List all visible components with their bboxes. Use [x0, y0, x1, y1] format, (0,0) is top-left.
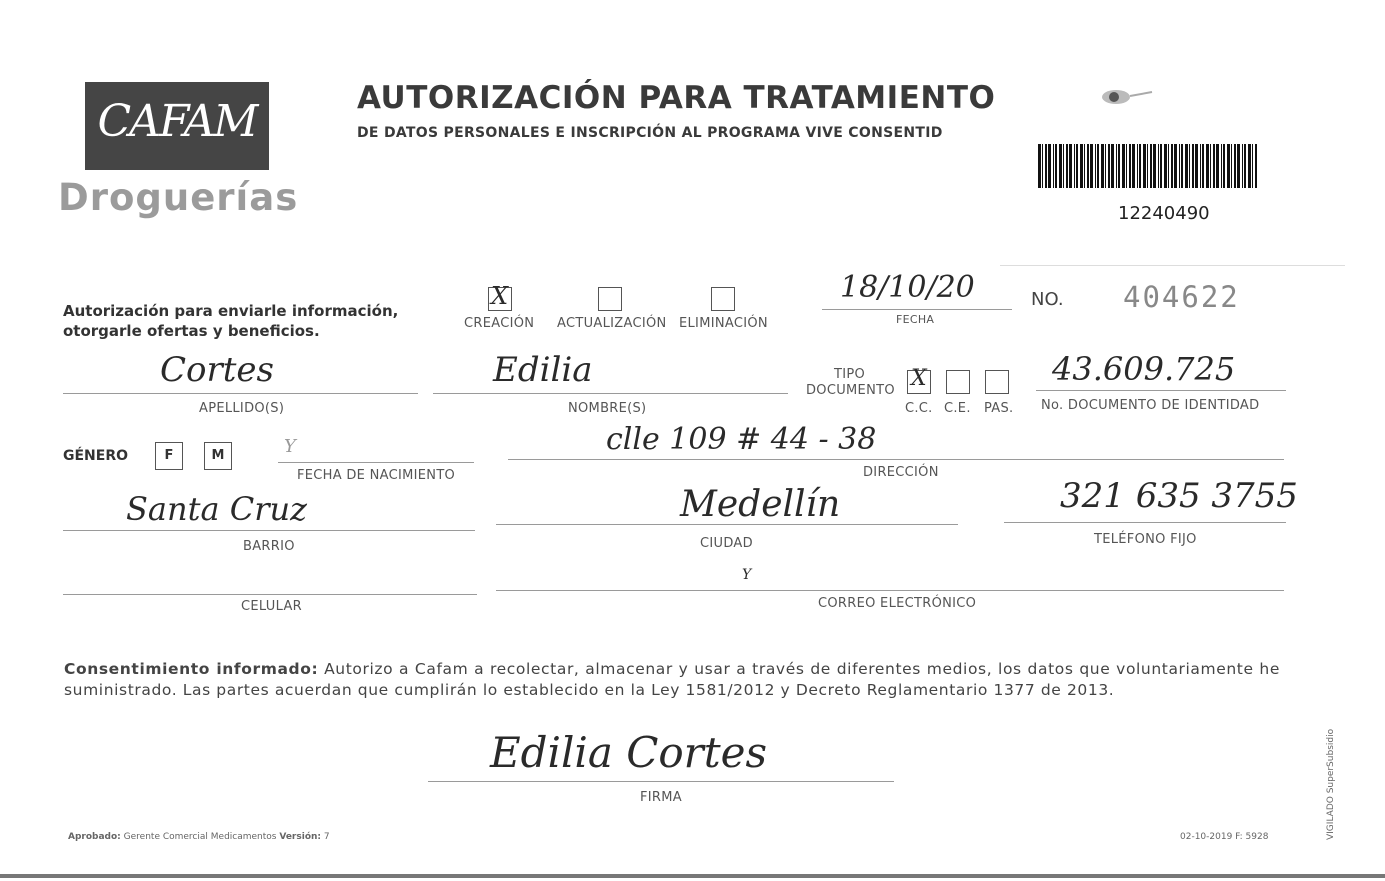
apellido-line [63, 393, 418, 394]
barcode-bar [1122, 144, 1125, 188]
doc-number-line [1036, 390, 1286, 391]
vigilado-text: VIGILADO SuperSubsidio [1326, 728, 1336, 840]
option-label-eliminacion: ELIMINACIÓN [679, 316, 768, 331]
barcode-bar [1126, 144, 1127, 188]
barcode-bar [1200, 144, 1201, 188]
genero-m-box[interactable]: M [204, 442, 232, 470]
barcode [1038, 144, 1260, 188]
consent-heading: Consentimiento informado: [64, 660, 319, 678]
checkbox-mark: X [911, 366, 927, 391]
form-subtitle: DE DATOS PERSONALES E INSCRIPCIÓN AL PROGRAMA VIVE CONSENTID [357, 125, 943, 141]
barcode-bar [1118, 144, 1120, 188]
tipo-label-1: TIPO [834, 367, 866, 382]
fecha-nac-mark: Y [284, 436, 296, 457]
fecha-line [822, 309, 1012, 310]
doc-number-label: No. DOCUMENTO DE IDENTIDAD [1041, 398, 1260, 413]
form-number: 404622 [1123, 280, 1240, 314]
barcode-bar [1076, 144, 1078, 188]
barcode-bar [1111, 144, 1114, 188]
fecha-nac-label: FECHA DE NACIMIENTO [297, 468, 456, 483]
barcode-bar [1252, 144, 1253, 188]
telefono-value[interactable]: 321 635 3755 [1060, 476, 1298, 516]
nombre-line [433, 393, 788, 394]
auth-heading-1: Autorización para enviarle información, [63, 302, 399, 320]
checkbox-eliminacion[interactable] [711, 287, 735, 311]
barcode-bar [1255, 144, 1257, 188]
doc-type-cc: C.C. [905, 401, 933, 416]
direccion-value[interactable]: clle 109 # 44 - 38 [606, 422, 877, 457]
barcode-bar [1101, 144, 1104, 188]
barcode-bar [1179, 144, 1180, 188]
telefono-line [1004, 522, 1286, 523]
checkbox-actualizacion[interactable] [598, 287, 622, 311]
genero-f-box[interactable]: F [155, 442, 183, 470]
divider [1000, 265, 1345, 266]
nombre-label: NOMBRE(S) [568, 401, 647, 416]
form-title: AUTORIZACIÓN PARA TRATAMIENTO [357, 80, 996, 116]
barcode-bar [1195, 144, 1198, 188]
barcode-bar [1244, 144, 1246, 188]
barcode-bar [1042, 144, 1043, 188]
consent-text: Autorizo a Cafam a recolectar, almacenar y usar a través de diferentes medios, los datos que voluntariamente he suministrado. Las partes acuerdan que cumplirán lo establecido en la Ley 1581/2012 y Decreto Reglamentario 1377 de 2013. [64, 660, 1280, 699]
option-label-actualizacion: ACTUALIZACIÓN [557, 316, 667, 331]
barcode-bar [1108, 144, 1110, 188]
barcode-bar [1105, 144, 1106, 188]
direccion-line [508, 459, 1284, 460]
barcode-bar [1048, 144, 1051, 188]
barcode-bar [1139, 144, 1141, 188]
barcode-bar [1066, 144, 1068, 188]
barcode-bar [1069, 144, 1072, 188]
checkbox-creacion[interactable] [488, 282, 512, 311]
signature-label: FIRMA [640, 790, 682, 805]
barcode-bar [1210, 144, 1211, 188]
barrio-value[interactable]: Santa Cruz [126, 490, 307, 528]
celular-label: CELULAR [241, 599, 302, 614]
footer-approved [68, 832, 330, 842]
brand-subtitle: Droguerías [58, 176, 299, 219]
signature-value[interactable]: Edilia Cortes [490, 728, 768, 777]
barcode-bar [1137, 144, 1138, 188]
barcode-bar [1097, 144, 1099, 188]
barcode-bar [1055, 144, 1057, 188]
barcode-bar [1234, 144, 1236, 188]
logo-text: CAFAM [97, 96, 257, 147]
eye-logo-icon [1094, 86, 1154, 108]
barcode-bar [1150, 144, 1152, 188]
telefono-label: TELÉFONO FIJO [1094, 532, 1197, 547]
version-label: Versión: [279, 832, 322, 842]
barcode-bar [1059, 144, 1062, 188]
doc-type-ce: C.E. [944, 401, 971, 416]
barcode-bar [1063, 144, 1064, 188]
direccion-label: DIRECCIÓN [863, 465, 939, 480]
barcode-bar [1185, 144, 1188, 188]
barcode-bar [1147, 144, 1148, 188]
barcode-bar [1160, 144, 1162, 188]
barcode-bar [1074, 144, 1075, 188]
apellido-label: APELLIDO(S) [199, 401, 285, 416]
correo-mark: Y [742, 567, 752, 583]
barcode-bar [1080, 144, 1083, 188]
barcode-number: 12240490 [1118, 203, 1210, 224]
barrio-line [63, 530, 475, 531]
aprobado-value: Gerente Comercial Medicamentos [123, 832, 277, 842]
version-value: 7 [323, 832, 330, 842]
checkbox-mark: X [491, 282, 509, 310]
barcode-bar [1132, 144, 1135, 188]
cafam-logo [85, 82, 269, 170]
barcode-bar [1192, 144, 1194, 188]
celular-line[interactable] [63, 594, 477, 595]
barcode-bar [1227, 144, 1230, 188]
barcode-bar [1202, 144, 1204, 188]
fecha-value[interactable]: 18/10/20 [840, 270, 975, 305]
nombre-value[interactable]: Edilia [493, 350, 593, 390]
barcode-bar [1045, 144, 1047, 188]
barcode-bar [1213, 144, 1215, 188]
checkbox-ce[interactable] [946, 370, 970, 394]
barcode-bar [1158, 144, 1159, 188]
barcode-bar [1168, 144, 1169, 188]
signature-line [428, 781, 894, 782]
barcode-bar [1153, 144, 1156, 188]
barcode-bar [1221, 144, 1222, 188]
ciudad-value[interactable]: Medellín [680, 484, 841, 525]
page-edge [0, 874, 1385, 878]
barcode-bar [1038, 144, 1041, 188]
barcode-bar [1171, 144, 1173, 188]
barcode-bar [1143, 144, 1146, 188]
barcode-bar [1223, 144, 1225, 188]
aprobado-label: Aprobado: [68, 832, 121, 842]
barcode-bar [1248, 144, 1251, 188]
barcode-bar [1053, 144, 1054, 188]
barcode-bar [1206, 144, 1209, 188]
tipo-label-2: DOCUMENTO [806, 383, 895, 398]
checkbox-cc[interactable] [907, 366, 931, 394]
barcode-bar [1084, 144, 1085, 188]
checkbox-pas[interactable] [985, 370, 1009, 394]
barcode-bar [1216, 144, 1219, 188]
barcode-bar [1164, 144, 1167, 188]
consent-paragraph [64, 659, 1280, 701]
ciudad-line [496, 524, 958, 525]
fecha-nac-line [278, 462, 474, 463]
correo-line[interactable] [496, 590, 1284, 591]
barcode-bar [1231, 144, 1232, 188]
barcode-bar [1181, 144, 1183, 188]
ciudad-label: CIUDAD [700, 536, 753, 551]
option-label-creacion: CREACIÓN [464, 316, 535, 331]
barcode-bar [1242, 144, 1243, 188]
footer-date-code: 02-10-2019 F: 5928 [1180, 832, 1269, 842]
doc-number-value[interactable]: 43.609.725 [1052, 350, 1236, 388]
apellido-value[interactable]: Cortes [160, 350, 274, 390]
genero-label: GÉNERO [63, 448, 129, 464]
auth-heading-2: otorgarle ofertas y beneficios. [63, 322, 320, 340]
fecha-label: FECHA [896, 313, 935, 326]
correo-label: CORREO ELECTRÓNICO [818, 596, 977, 611]
barcode-bar [1174, 144, 1177, 188]
barcode-bar [1129, 144, 1131, 188]
barcode-bar [1116, 144, 1117, 188]
barcode-bar [1189, 144, 1190, 188]
barcode-bar [1095, 144, 1096, 188]
barcode-bar [1087, 144, 1089, 188]
doc-type-pas: PAS. [984, 401, 1014, 416]
barcode-bar [1090, 144, 1093, 188]
barcode-bar [1237, 144, 1240, 188]
barrio-label: BARRIO [243, 539, 295, 554]
no-label: NO. [1031, 289, 1064, 310]
